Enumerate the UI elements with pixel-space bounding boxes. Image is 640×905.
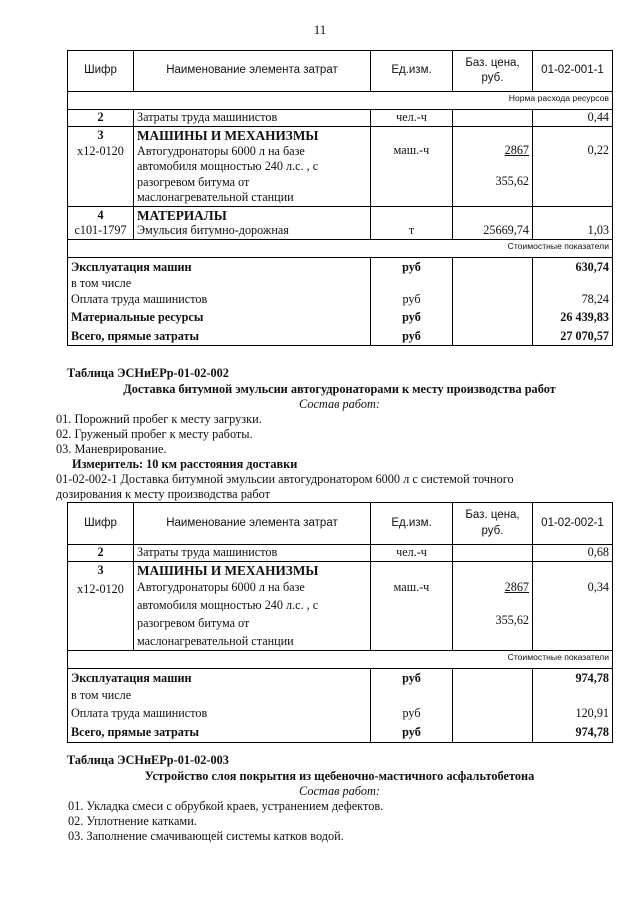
norm-code: 01-02-001-1: [533, 51, 613, 92]
norm-code: 01-02-002-1: [533, 503, 613, 545]
section-heading-2: Доставка битумной эмульсии автогудронаторами к месту производства работ: [123, 382, 556, 396]
table-title-2: Таблица ЭСНиЕРр-01-02-002: [67, 366, 229, 380]
norm-description: дозирования к месту производства работ: [56, 487, 270, 501]
measure: Измеритель: 10 км расстояния доставки: [72, 457, 298, 471]
header-code: Шифр: [68, 51, 134, 92]
works-label-2: Состав работ:: [299, 397, 380, 411]
section-heading-3: Устройство слоя покрытия из щебеночно-мастичного асфальтобетона: [144, 769, 535, 783]
table-row: 2 Затраты труда машинистов чел.-ч 0,68: [68, 545, 613, 562]
header-name: Наименование элемента затрат: [134, 51, 371, 92]
cost-values: 630,74 78,24 26 439,83 27 070,57: [533, 257, 613, 346]
work-item: 03. Заполнение смачивающей системы катков водой.: [68, 829, 344, 843]
cost-units: руб руб руб: [371, 669, 453, 743]
norm-description: 01-02-002-1 Доставка битумной эмульсии автогудронатором 6000 л с системой точного: [56, 472, 514, 486]
page-number: 11: [313, 22, 327, 37]
header-code: Шифр: [68, 503, 134, 545]
resource-table-1: [67, 50, 613, 346]
table-row: 4 с101-1797 МАТЕРИАЛЫ Эмульсия битумно-дорожная т 25669,74 1,03: [68, 206, 613, 239]
table-row: 3 х12-0120 МАШИНЫ И МЕХАНИЗМЫ Автогудронаторы 6000 л на базе автомобиля мощностью 240 л.с. , с разогревом битума от маслонагревательной станции маш.-ч 2867 355,62 0,34: [68, 561, 613, 651]
cost-labels: Эксплуатация машин в том числе Оплата труда машинистов Всего, прямые затраты: [68, 669, 371, 743]
norms-label: Норма расхода ресурсов: [68, 92, 613, 110]
cost-labels: Эксплуатация машин в том числе Оплата труда машинистов Материальные ресурсы Всего, прямые затраты: [68, 257, 371, 346]
work-item: 01. Укладка смеси с обрубкой краев, устранением дефектов.: [68, 799, 384, 813]
resource-table-2: [67, 502, 613, 743]
header-unit: Ед.изм.: [371, 51, 453, 92]
header-unit: Ед.изм.: [371, 503, 453, 545]
work-item: 02. Груженый пробег к месту работы.: [56, 427, 253, 441]
cost-label: Стоимостные показатели: [68, 239, 613, 257]
header-price: Баз. цена, руб.: [453, 503, 533, 545]
works-label-3: Состав работ:: [299, 784, 380, 798]
cost-label: Стоимостные показатели: [68, 651, 613, 669]
work-item: 02. Уплотнение катками.: [68, 814, 197, 828]
work-item: 03. Маневрирование.: [56, 442, 167, 456]
cost-values: 974,78 120,91 974,78: [533, 669, 613, 743]
table-row: 2 Затраты труда машинистов чел.-ч 0,44: [68, 110, 613, 127]
table-row: 3 х12-0120 МАШИНЫ И МЕХАНИЗМЫ Автогудронаторы 6000 л на базе автомобиля мощностью 240 л.с. , с разогревом битума от маслонагревательной станции маш.-ч 2867 355,62 0,22: [68, 127, 613, 207]
cost-units: руб руб руб руб: [371, 257, 453, 346]
work-item: 01. Порожний пробег к месту загрузки.: [56, 412, 262, 426]
header-name: Наименование элемента затрат: [134, 503, 371, 545]
header-price: Баз. цена, руб.: [453, 51, 533, 92]
table-title-3: Таблица ЭСНиЕРр-01-02-003: [67, 753, 229, 767]
